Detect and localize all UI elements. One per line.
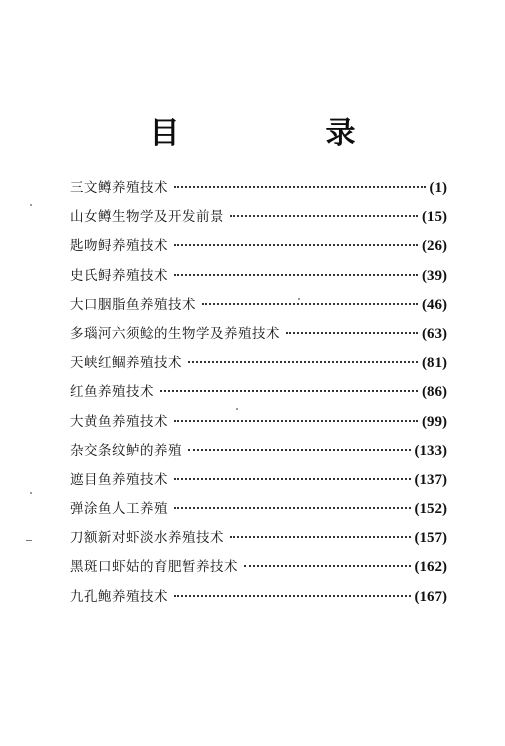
toc-dot-leader: [174, 186, 426, 188]
toc-entry-page: (39): [422, 267, 447, 284]
toc-entry[interactable]: [70, 378, 447, 407]
toc-entry-title: 遮目鱼养殖技术: [70, 471, 168, 488]
toc-entry-title: 刀额新对虾淡水养殖技术: [70, 530, 224, 547]
toc-dot-leader: [174, 507, 411, 509]
scan-speck: [298, 298, 300, 300]
toc-entry-title: 大黄鱼养殖技术: [70, 413, 168, 430]
toc-dot-leader: [174, 420, 418, 422]
toc-entry-title: 杂交条纹鲈的养殖: [70, 442, 182, 459]
toc-entry-title: 山女鳟生物学及开发前景: [70, 209, 224, 226]
toc-entry-page: (1): [429, 180, 447, 196]
toc-entry[interactable]: [70, 524, 447, 553]
toc-entry-title: 红鱼养殖技术: [70, 384, 154, 401]
page-title: 目 录: [149, 116, 414, 151]
toc-dot-leader: [174, 595, 411, 597]
toc-entry-title: 匙吻鲟养殖技术: [70, 238, 168, 255]
table-of-contents: [70, 174, 447, 612]
toc-entry-page: (46): [422, 296, 447, 313]
toc-entry-title: 黑斑口虾姑的育肥暂养技术: [70, 559, 238, 576]
toc-entry-page: (81): [422, 355, 447, 372]
toc-entry-page: (99): [422, 413, 447, 430]
toc-dot-leader: [174, 274, 418, 276]
toc-entry[interactable]: [70, 437, 447, 466]
toc-entry-page: (167): [414, 588, 447, 605]
toc-entry-page: (152): [414, 501, 447, 518]
toc-entry[interactable]: [70, 174, 447, 203]
toc-entry-title: 天峡红鲴养殖技术: [70, 355, 182, 372]
scan-speck: [30, 204, 32, 206]
toc-entry[interactable]: [70, 466, 447, 495]
toc-entry[interactable]: [70, 232, 447, 261]
toc-entry[interactable]: [70, 320, 447, 349]
toc-entry[interactable]: [70, 203, 447, 232]
toc-entry[interactable]: [70, 262, 447, 291]
toc-dot-leader: [230, 536, 411, 538]
toc-entry[interactable]: [70, 349, 447, 378]
toc-entry-title: 史氏鲟养殖技术: [70, 267, 168, 284]
toc-entry-page: (133): [414, 442, 447, 459]
toc-entry-page: (157): [414, 530, 447, 547]
toc-entry-title: 九孔鲍养殖技术: [70, 588, 168, 605]
toc-dot-leader: [244, 565, 411, 567]
toc-entry-title: 三文鳟养殖技术: [70, 180, 168, 196]
toc-dot-leader: [174, 478, 411, 480]
toc-entry-page: (15): [422, 209, 447, 226]
toc-entry-title: 多瑙河六须鲶的生物学及养殖技术: [70, 325, 280, 342]
toc-entry[interactable]: [70, 408, 447, 437]
toc-entry-page: (86): [422, 384, 447, 401]
toc-entry-page: (26): [422, 238, 447, 255]
toc-dot-leader: [230, 215, 418, 217]
toc-dot-leader: [202, 303, 418, 305]
toc-entry-page: (162): [414, 559, 447, 576]
toc-entry-title: 弹涂鱼人工养殖: [70, 501, 168, 518]
scan-speck: [30, 492, 32, 494]
scan-speck: [26, 540, 32, 541]
toc-entry[interactable]: [70, 495, 447, 524]
toc-dot-leader: [174, 244, 418, 246]
toc-dot-leader: [188, 449, 411, 451]
toc-entry-title: 大口胭脂鱼养殖技术: [70, 296, 196, 313]
toc-entry[interactable]: [70, 291, 447, 320]
toc-dot-leader: [286, 332, 418, 334]
toc-dot-leader: [160, 390, 418, 392]
toc-entry-page: (63): [422, 325, 447, 342]
toc-entry-page: (137): [414, 471, 447, 488]
toc-dot-leader: [188, 361, 418, 363]
toc-entry[interactable]: [70, 583, 447, 612]
scan-speck: [236, 408, 238, 410]
toc-entry[interactable]: [70, 553, 447, 582]
